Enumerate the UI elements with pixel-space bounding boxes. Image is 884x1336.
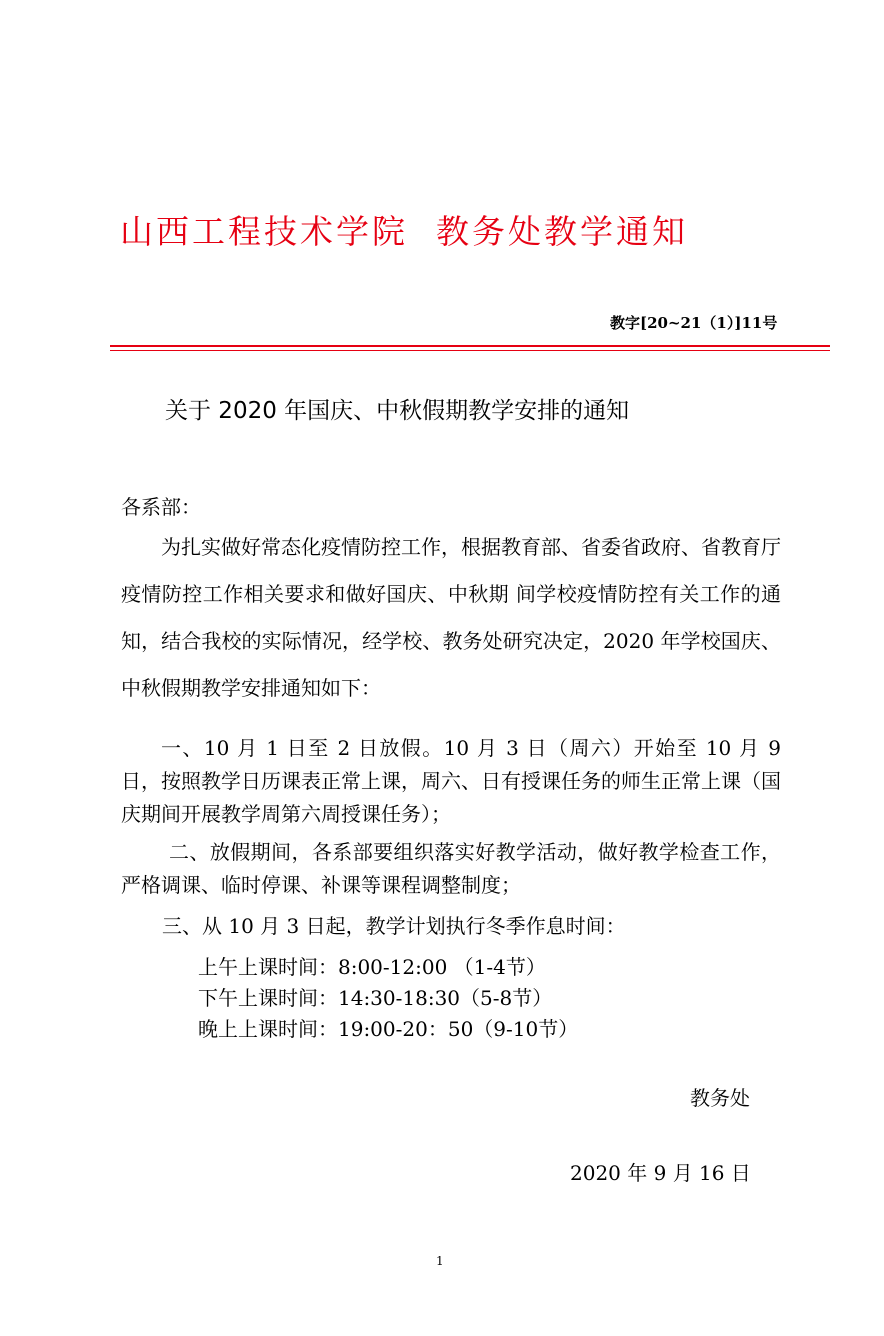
salutation: 各系部： bbox=[121, 495, 201, 519]
office-notice-label: 教务处教学通知 bbox=[436, 212, 688, 251]
schedule-evening: 晚上上课时间：19:00-20：50（9-10节） bbox=[198, 1017, 579, 1041]
header-divider-thick bbox=[110, 345, 830, 347]
notice-item-2: 二、放假期间，各系部要组织落实好教学活动，做好教学检查工作，严格调课、临时停课、补课等课程调整制度； bbox=[121, 840, 781, 897]
notice-title: 关于 2020 年国庆、中秋假期教学安排的通知 bbox=[165, 398, 630, 424]
signature: 教务处 bbox=[690, 1086, 750, 1110]
schedule-afternoon: 下午上课时间：14:30-18:30（5-8节） bbox=[198, 986, 553, 1010]
school-name: 山西工程技术学院 bbox=[120, 212, 408, 251]
issue-date: 2020 年 9 月 16 日 bbox=[570, 1161, 751, 1185]
header-divider-thin bbox=[110, 350, 830, 351]
header-title bbox=[120, 209, 688, 255]
page-number: 1 bbox=[436, 1254, 444, 1268]
document-number: 教字[20~21（1）]11号 bbox=[610, 314, 778, 332]
notice-item-3: 三、从 10 月 3 日起，教学计划执行冬季作息时间： bbox=[162, 914, 626, 938]
intro-paragraph: 为扎实做好常态化疫情防控工作，根据教育部、省委省政府、省教育厅疫情防控工作相关要求和做好国庆、中秋期 间学校疫情防控有关工作的通知，结合我校的实际情况，经学校、教务处研究决定，2020 年学校国庆、中秋假期教学安排通知如下： bbox=[121, 535, 781, 700]
schedule-morning: 上午上课时间：8:00-12:00 （1-4节） bbox=[198, 955, 546, 979]
notice-item-1: 一、10 月 1 日至 2 日放假。10 月 3 日（周六）开始至 10 月 9 日，按照教学日历课表正常上课，周六、日有授课任务的师生正常上课（国庆期间开展教学周第六周授课任务）； bbox=[121, 736, 781, 826]
